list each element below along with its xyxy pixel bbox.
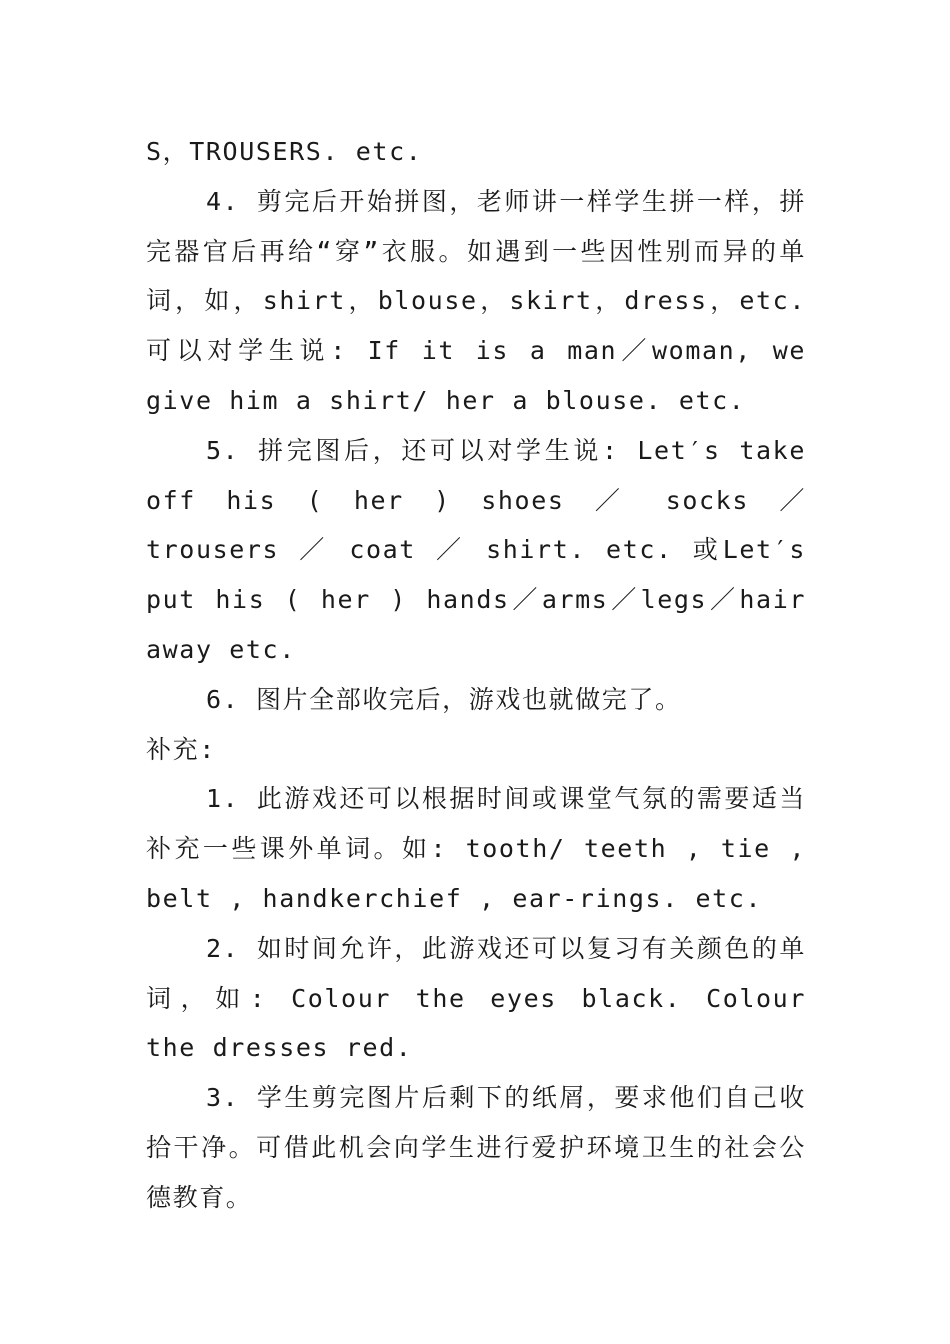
supplement-heading: 补充:: [146, 734, 216, 764]
document-page: [146, 127, 806, 1223]
supplement-item-2: 2. 如时间允许，此游戏还可以复习有关颜色的单词，如: Colour the eyes black. Colour the dresses red.: [146, 933, 806, 1063]
paragraph-continuation: S，TROUSERS. etc.: [146, 137, 423, 166]
paragraph-step-6: 6. 图片全部收完后，游戏也就做完了。: [206, 684, 682, 714]
paragraph-step-5: 5. 拼完图后，还可以对学生说: Let′s take off his ( her ) shoes ／ socks ／ trousers ／ coat ／ shirt. etc. 或Let′s put his ( her ) hands／arms／legs／hair away etc.: [146, 435, 806, 664]
supplement-item-3: 3. 学生剪完图片后剩下的纸屑，要求他们自己收拾干净。可借此机会向学生进行爱护环境卫生的社会公德教育。: [146, 1083, 806, 1212]
supplement-item-1: 1. 此游戏还可以根据时间或课堂气氛的需要适当补充一些课外单词。如: tooth/ teeth , tie , belt , handkerchief , ear-rings. etc.: [146, 784, 806, 913]
paragraph-step-4: 4. 剪完后开始拼图，老师讲一样学生拼一样，拼完器官后再给“穿”衣服。如遇到一些因性别而异的单词，如，shirt，blouse，skirt，dress，etc. 可以对学生说: If it is a man／woman, we give him a shirt/ her a blouse. etc.: [146, 186, 806, 415]
